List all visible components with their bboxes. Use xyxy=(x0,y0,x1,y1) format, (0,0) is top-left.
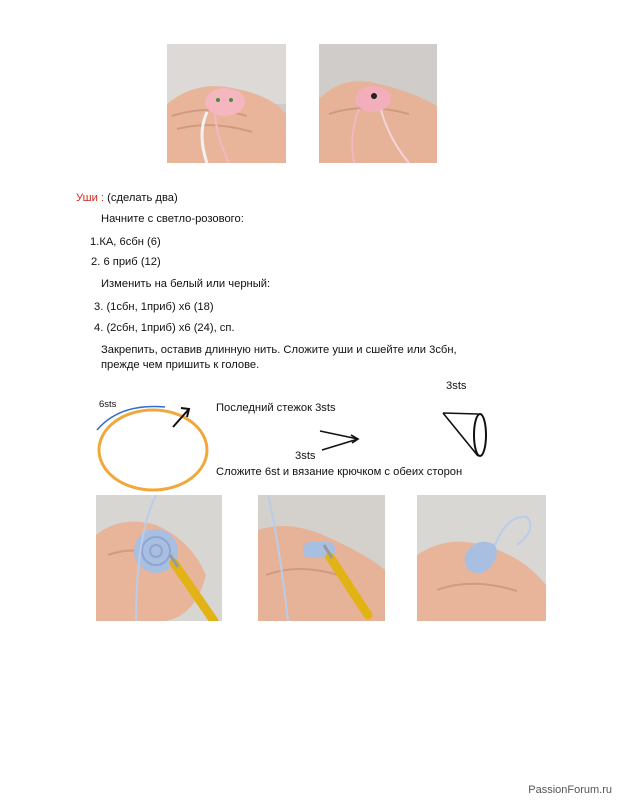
label-fold-instruction: Сложите 6st и вязание крючком с обеих сторон xyxy=(216,466,463,478)
photo-folded-hook xyxy=(258,495,385,621)
photo-pink-ear-back xyxy=(319,44,437,163)
section-heading xyxy=(76,191,178,205)
row-1: 1.КА, 6сбн (6) xyxy=(90,236,161,248)
row-2: 2. 6 приб (12) xyxy=(91,256,161,268)
finish-line-1: Закрепить, оставив длинную нить. Сложите уши и сшейте или 3сбн, xyxy=(101,344,457,356)
label-3sts-mid: 3sts xyxy=(295,450,316,462)
change-note: Изменить на белый или черный: xyxy=(101,278,271,290)
label-last-stitch: Последний стежок 3sts xyxy=(216,402,336,414)
label-6sts: 6sts xyxy=(99,399,117,410)
section-title-note: (сделать два) xyxy=(107,192,178,204)
label-3sts-top: 3sts xyxy=(446,380,467,392)
fold-arrow xyxy=(318,428,363,454)
row-3: 3. (1сбн, 1приб) х6 (18) xyxy=(94,301,214,313)
watermark: PassionForum.ru xyxy=(528,784,612,796)
section-title: Уши : xyxy=(76,192,105,204)
ring-shape xyxy=(99,410,207,490)
start-note: Начните с светло-розового: xyxy=(101,213,244,225)
cone-diagram xyxy=(440,410,490,462)
row-4: 4. (2сбн, 1приб) х6 (24), сп. xyxy=(94,322,235,334)
photo-pink-ear-face xyxy=(167,44,286,163)
photo-finished-blue-ear xyxy=(417,495,546,621)
finish-line-2: прежде чем пришить к голове. xyxy=(101,359,260,371)
photo-blue-circle-hook xyxy=(96,495,222,621)
